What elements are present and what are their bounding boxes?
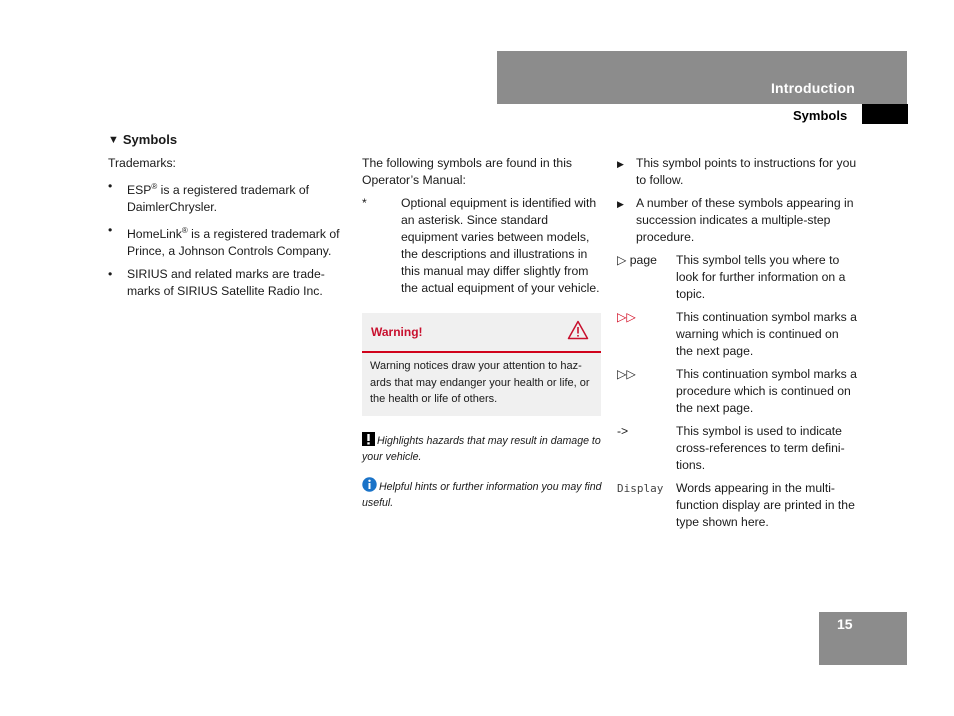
trademarks-intro: Trademarks: [108,156,176,170]
triangle-down-icon: ▼ [108,133,119,146]
bullet-icon: • [108,267,113,282]
trademark-text: SIRIUS and related marks are trade-marks of SIRIUS Satellite Radio Inc. [127,267,325,299]
symbol-description: This symbol is used to indicate cross-references to term defini-tions. [676,424,845,472]
list-item [617,423,857,474]
symbol-description: This symbol tells you where to look for further information on a topic. [676,253,846,301]
page-number: 15 [837,616,853,632]
list-item [617,252,857,303]
list-item [617,366,857,417]
cross-reference-symbol: -> [617,424,629,438]
registered-mark: ® [151,182,158,191]
procedure-continuation-symbol: ▷▷ [617,367,636,381]
page-number-box [819,612,907,665]
trademark-text-rest: is a registered trademark of DaimlerChrysler. [127,183,310,215]
warning-body: Warning notices draw your attention to haz-ards that may endanger your health or life, or the health or life of others. [370,360,590,405]
trademark-list [108,178,343,300]
trademark-text: HomeLink [127,227,182,242]
section-marker [862,104,908,124]
bullet-icon: • [108,179,113,193]
column-symbols-intro [362,155,602,511]
symbol-description: This continuation symbol marks a procedure which is continued on the next page. [676,367,857,415]
section-heading [108,132,177,147]
exclamation-icon [362,432,375,451]
step-arrow-icon: ▶ [617,159,624,169]
list-item [108,178,343,216]
section-heading-text: Symbols [122,132,178,147]
display-font-sample: Display [617,482,664,495]
step-text: This symbol points to instructions for you to follow. [636,156,857,187]
hazard-note [362,432,602,465]
list-item [108,266,343,300]
list-item [617,155,857,189]
list-item [617,195,857,246]
info-icon [362,477,377,497]
list-item [108,222,343,260]
asterisk-definition [362,195,602,297]
column-trademarks [108,155,343,306]
info-note-text: Helpful hints or further information you may find useful. [362,480,602,509]
info-note [362,477,602,511]
warning-continuation-symbol: ▷▷ [617,310,636,324]
asterisk-symbol: * [362,196,367,210]
asterisk-text: Optional equipment is identified with an asterisk. Since standard equipment varies between models, the descriptions and illustrations in this manual may differ slightly from the actual equipment of your vehicle. [401,196,600,295]
symbols-intro: The following symbols are found in this Operator’s Manual: [362,156,573,187]
symbol-description: Words appearing in the multi-function display are printed in the type shown here. [676,481,855,529]
trademark-text-rest: is a registered trademark of Prince, a Johnson Controls Company. [127,227,340,259]
symbol-description: This continuation symbol marks a warning which is continued on the next page. [676,310,857,358]
trademark-text: ESP [127,183,152,198]
page-reference-symbol: ▷ page [617,253,657,267]
warning-label: Warning! [371,324,423,339]
step-text: A number of these symbols appearing in succession indicates a multiple-step procedure. [636,196,854,244]
registered-mark: ® [181,226,188,236]
hazard-note-text: Highlights hazards that may result in damage to your vehicle. [362,434,601,463]
chapter-header-band [497,51,907,104]
chapter-title: Introduction [770,80,855,96]
section-title: Symbols [793,108,848,123]
list-item [617,480,857,531]
column-symbol-legend [617,155,857,537]
warning-triangle-icon [567,320,589,345]
warning-box [362,313,601,416]
step-arrow-icon: ▶ [617,199,624,209]
bullet-icon: • [108,223,113,238]
warning-header [362,313,601,353]
list-item [617,309,857,360]
